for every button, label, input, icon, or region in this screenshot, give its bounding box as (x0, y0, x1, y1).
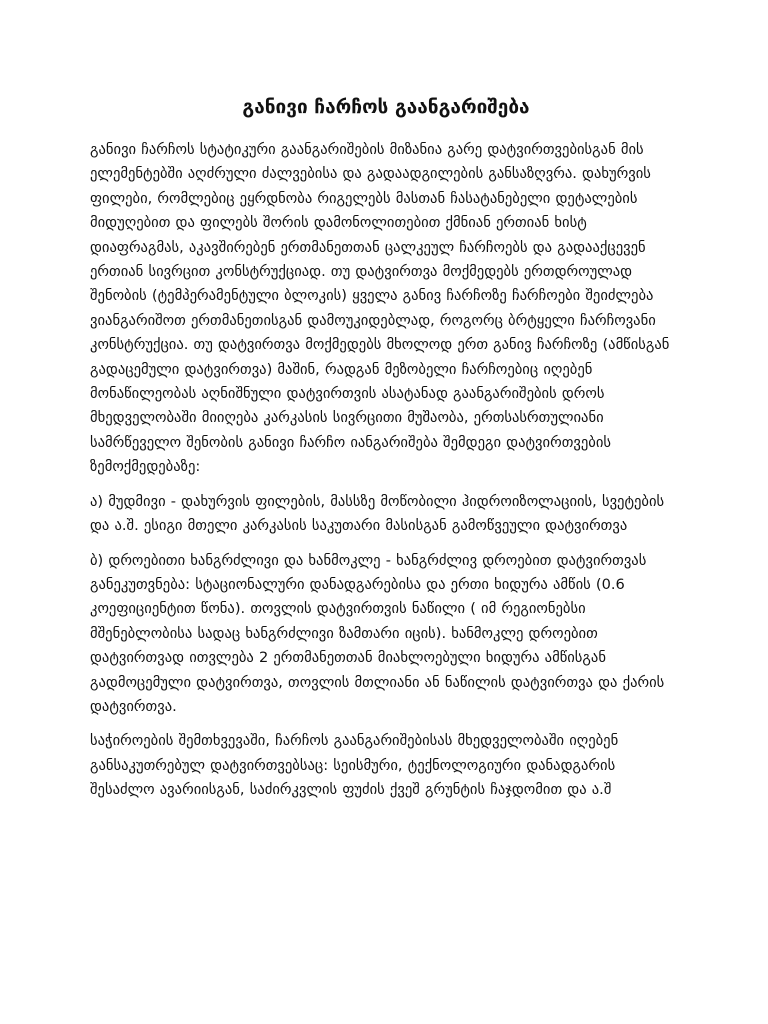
paragraph-intro: განივი ჩარჩოს სტატიკური გაანგარიშების მიზანია გარე დატვირთვებისგან მის ელემენტებში აღძრული ძალვებისა და გადაადგილების განსაზღვრა. დახურვის ფილები, რომლებიც ეყრდნობა რიგელებს მასთან ჩასატანებელი დეტალების მიდუღებით და ფილებს შორის დამონოლითებით ქმნიან ერთიან ხისტ დიაფრაგმას, აკავშირებენ ერთმანეთთან ცალკეულ ჩარჩოებს და გადააქცევენ ერთიან სივრცით კონსტრუქციად. თუ დატვირთვა მოქმედებს ერთდროულად შენობის (ტემპერამენტული ბლოკის) ყველა განივ ჩარჩოზე ჩარჩოები შეიძლება ვიანგარიშოთ ერთმანეთისგან დამოუკიდებლად, როგორც ბრტყელი ჩარჩოვანი კონსტრუქცია. თუ დატვირთვა მოქმედებს მხოლოდ ერთ განივ ჩარჩოზე (ამწისგან გადაცემული დატვირთვა) მაშინ, რადგან მეზობელი ჩარჩოებიც იღებენ მონაწილეობას აღნიშნული დატვირთვის ასატანად გაანგარიშების დროს მხედველობაში მიიღება კარკასის სივრცითი მუშაობა, ერთსასრთულიანი სამრწეველო შენობის განივი ჩარჩო იანგარიშება შემდეგი დატვირთვების ზემოქმედებაზე: (90, 141, 670, 476)
paragraph-permanent-loads: ა) მუდმივი - დახურვის ფილების, მასსზე მოწობილი ჰიდროიზოლაციის, სვეტების და ა.შ. ესიგი მთელი კარკასის საკუთარი მასისგან გამოწვეული დატვირთვა (90, 492, 665, 535)
page-title: განივი ჩარჩოს გაანგარიშება (242, 96, 530, 118)
paragraph-special-loads: საჭიროების შემთხვევაში, ჩარჩოს გაანგარიშებისას მხედველობაში იღებენ განსაკუთრებულ დატვირთვებსაც: სეისმური, ტექნოლოგიური დანადგარის შესაძლო ავარიისგან, საძირკვლის ფუძის ქვეშ გრუნტის ჩაჯდომით და ა.შ (90, 732, 619, 799)
paragraph-temporary-loads: ბ) დროებითი ხანგრძლივი და ხანმოკლე - ხანგრძლივ დროებით დატვირთვას განეკუთვნება: სტაციონალური დანადგარებისა და ერთი ხიდურა ამწის (0.6 კოეფიციენტით წონა). თოვლის დატვირთვის ნაწილი ( იმ რეგიონებსი მშენებლობისა სადაც ხანგრძლივი ზამთარი იცის). ხანმოკლე დროებით დატვირთვად ითვლება 2 ერთმანეთთან მიახლოებული ხიდურა ამწისგან გადმოცემული დატვირთვა, თოვლის მთლიანი ან ნაწილის დატვირთვა და ქარის დატვირთვა. (90, 551, 665, 715)
